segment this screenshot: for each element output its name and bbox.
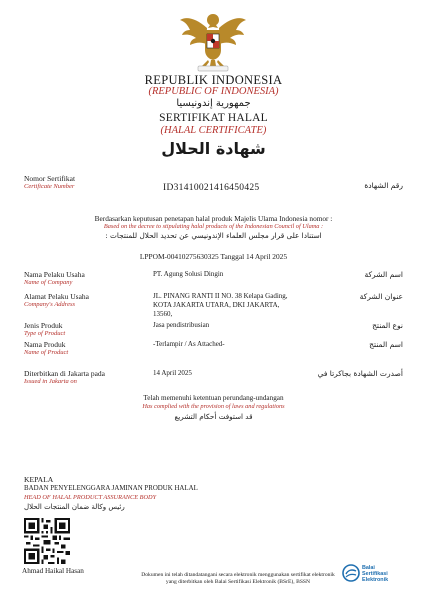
compliance-text-en: Has complied with the provision of laws and regulations <box>142 403 285 410</box>
company-name-label: Nama Pelaku Usaha <box>24 270 85 279</box>
certificate-number-value: ID31410021416450425 <box>163 183 260 193</box>
compliance-text: Telah memenuhi ketentuan perundang-undangan <box>143 394 284 402</box>
certificate-title: SERTIFIKAT HALAL <box>159 112 268 124</box>
product-type-label-en: Type of Product <box>24 330 66 337</box>
company-address-label-en: Company's Address <box>24 301 76 308</box>
certificate-number-label: Nomor Sertifikat <box>24 174 76 183</box>
issued-label-en: Issued in Jakarta on <box>24 378 77 385</box>
certificate-title-en: (HALAL CERTIFICATE) <box>160 125 267 136</box>
company-address-label-ar: عنوان الشركة <box>359 292 403 301</box>
bsre-logo-text-line3: Elektronik <box>362 577 389 583</box>
company-name-value: PT. Agung Solusi Dingin <box>153 270 224 278</box>
product-type-label: Jenis Produk <box>24 321 63 330</box>
basis-text-en: Based on the decree to stipulating halal products of the Indonesian Council of Ulama : <box>103 223 324 230</box>
product-name-value: -Terlampir / As Attached- <box>153 340 225 348</box>
issued-label-ar: أصدرت الشهادة بجاكرتا في <box>317 369 403 378</box>
republic-title: REPUBLIK INDONESIA <box>144 73 283 87</box>
issued-date-value: 14 April 2025 <box>153 369 192 377</box>
authority-head: KEPALA <box>24 475 54 484</box>
certificate-title-ar: شهادة الحلال <box>161 139 266 158</box>
product-name-label: Nama Produk <box>24 340 66 349</box>
compliance-text-ar: قد استوفت أحكام التشريع <box>174 412 253 421</box>
issued-label: Diterbitkan di Jakarta pada <box>24 369 106 378</box>
decree-number: LPPOM-00410275630325 Tanggal 14 April 2025 <box>139 252 288 261</box>
company-address-label: Alamat Pelaku Usaha <box>24 292 89 301</box>
bsre-logo-text-line2: Sertifikasi <box>362 571 388 577</box>
basis-text-ar: استنادا على قرار مجلس العلماء الإندونيسي عن تحديد الحلال للمنتجات : <box>105 231 322 240</box>
garuda-emblem-icon <box>178 8 248 72</box>
company-name-label-en: Name of Company <box>24 279 73 286</box>
republic-title-ar: جمهورية إندونيسيا <box>176 98 251 109</box>
signer-name: Ahmad Haikal Hasan <box>22 567 84 575</box>
product-name-label-ar: اسم المنتج <box>369 340 403 349</box>
electronic-signature-note-line2: yang diterbitkan oleh Balai Sertifikasi Elektronik (BSrE), BSSN <box>165 579 311 585</box>
authority-body-ar: رئيس وكالة ضمان المنتجات الحلال <box>24 503 125 511</box>
bsre-logo-icon <box>342 564 360 582</box>
product-type-label-ar: نوع المنتج <box>372 321 403 330</box>
company-name-label-ar: اسم الشركة <box>364 270 403 279</box>
authority-body: BADAN PENYELENGGARA JAMINAN PRODUK HALAL <box>24 485 198 492</box>
product-name-label-en: Name of Product <box>24 349 69 356</box>
electronic-signature-note-line1: Dokumen ini telah ditandatangani secara elektronik menggunakan sertifikat elektronik <box>141 572 335 578</box>
bsre-logo-text <box>362 565 388 583</box>
qr-code-icon <box>24 518 70 564</box>
authority-body-en: HEAD OF HALAL PRODUCT ASSURANCE BODY <box>24 494 157 501</box>
bsre-logo-text-line1: Balai <box>362 565 375 571</box>
republic-title-en: (REPUBLIC OF INDONESIA) <box>148 86 279 97</box>
product-type-value: Jasa pendistribusian <box>153 321 210 329</box>
company-address-value: JL. PINANG RANTI II NO. 38 Kelapa Gading, KOTA JAKARTA UTARA, DKI JAKARTA, 13560, <box>153 292 288 318</box>
certificate-number-label-ar: رقم الشهادة <box>364 181 403 190</box>
basis-text: Berdasarkan keputusan penetapan halal produk Majelis Ulama Indonesia nomor : <box>94 214 333 223</box>
electronic-signature-note <box>138 572 338 586</box>
certificate-number-label-en: Certificate Number <box>24 183 75 190</box>
